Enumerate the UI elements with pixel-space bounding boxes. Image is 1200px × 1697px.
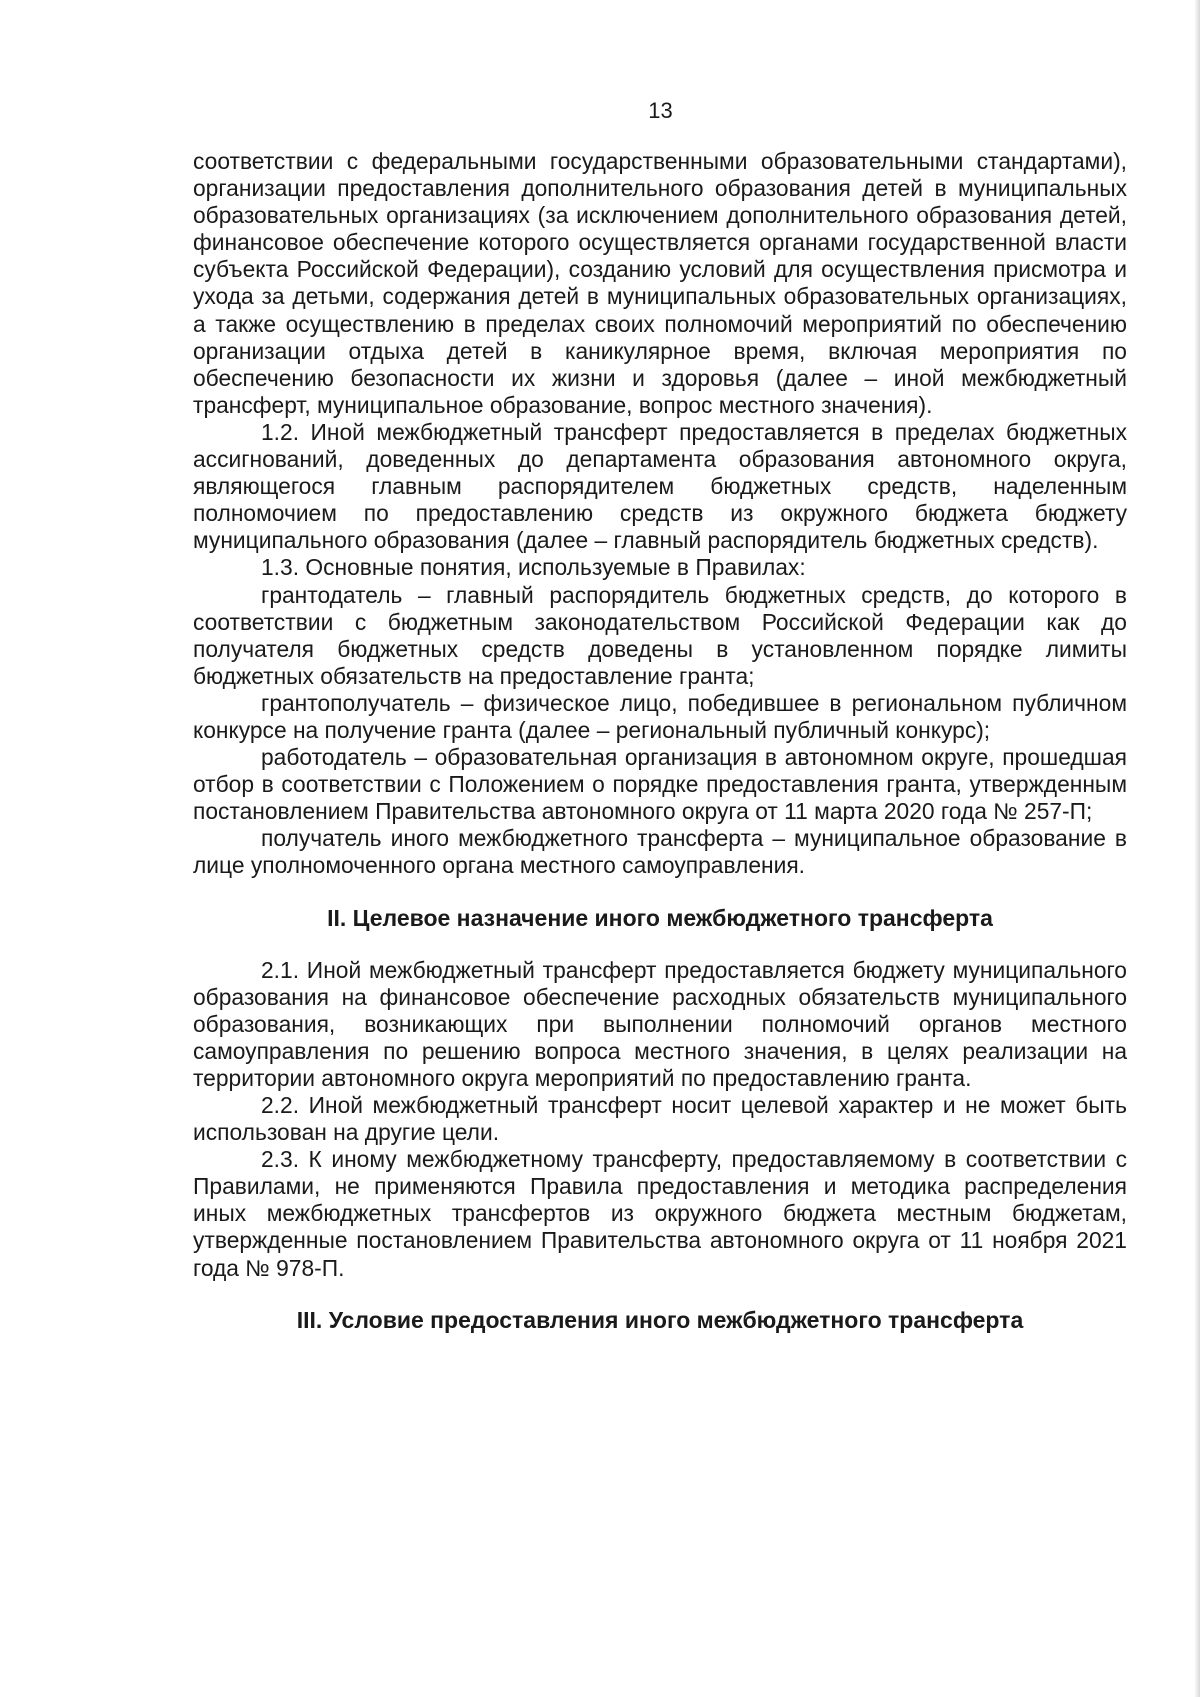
definition-recipient: получатель иного межбюджетного трансферта – муниципальное образование в лице уполномоченного органа местного самоуправления.	[193, 825, 1127, 879]
definition-grantor: грантодатель – главный распорядитель бюджетных средств, до которого в соответствии с бюджетным законодательством Российской Федерации как до получателя бюджетных средств доведены в установленном порядке лимиты бюджетных обязательств на предоставление гранта;	[193, 581, 1127, 689]
document-body	[193, 148, 1127, 1334]
scan-edge	[1194, 0, 1200, 1697]
paragraph-2-2: 2.2. Иной межбюджетный трансферт носит целевой характер и не может быть использован на другие цели.	[193, 1092, 1127, 1146]
section-heading-3: III. Условие предоставления иного межбюджетного трансферта	[296, 1306, 1024, 1333]
paragraph-continuation: соответствии с федеральными государственными образовательными стандартами), организации предоставления дополнительного образования детей в муниципальных образовательных организациях (за исключением дополнительного образования детей, финансовое обеспечение которого осуществляется органами государственной власти субъекта Российской Федерации), созданию условий для осуществления присмотра и ухода за детьми, содержания детей в муниципальных образовательных организациях, а также осуществлению в пределах своих полномочий мероприятий по обеспечению организации отдыха детей в каникулярное время, включая мероприятия по обеспечению безопасности их жизни и здоровья (далее – иной межбюджетный трансферт, муниципальное образование, вопрос местного значения).	[193, 148, 1127, 418]
paragraph-1-3: 1.3. Основные понятия, используемые в Правилах:	[261, 554, 806, 581]
paragraph-2-3: 2.3. К иному межбюджетному трансферту, предоставляемому в соответствии с Правилами, не применяются Правила предоставления и методика распределения иных межбюджетных трансфертов из окружного бюджета местным бюджетам, утвержденные постановлением Правительства автономного округа от 11 ноября 2021 года № 978-П.	[193, 1146, 1127, 1281]
section-heading-2: II. Целевое назначение иного межбюджетного трансферта	[327, 904, 993, 931]
paragraph-1-2: 1.2. Иной межбюджетный трансферт предоставляется в пределах бюджетных ассигнований, доведенных до департамента образования автономного округа, являющегося главным распорядителем бюджетных средств, наделенным полномочием по предоставлению средств из окружного бюджета бюджету муниципального образования (далее – главный распорядитель бюджетных средств).	[193, 418, 1127, 554]
definition-employer: работодатель – образовательная организация в автономном округе, прошедшая отбор в соответствии с Положением о порядке предоставления гранта, утвержденным постановлением Правительства автономного округа от 11 марта 2020 года № 257-П;	[193, 744, 1127, 825]
page-number: 13	[648, 98, 673, 123]
paragraph-2-1: 2.1. Иной межбюджетный трансферт предоставляется бюджету муниципального образования на финансовое обеспечение расходных обязательств муниципального образования, возникающих при выполнении полномочий органов местного самоуправления по решению вопроса местного значения, в целях реализации на территории автономного округа мероприятий по предоставлению гранта.	[193, 956, 1127, 1091]
definition-grantee: грантополучатель – физическое лицо, победившее в региональном публичном конкурсе на получение гранта (далее – региональный публичный конкурс);	[193, 689, 1127, 743]
